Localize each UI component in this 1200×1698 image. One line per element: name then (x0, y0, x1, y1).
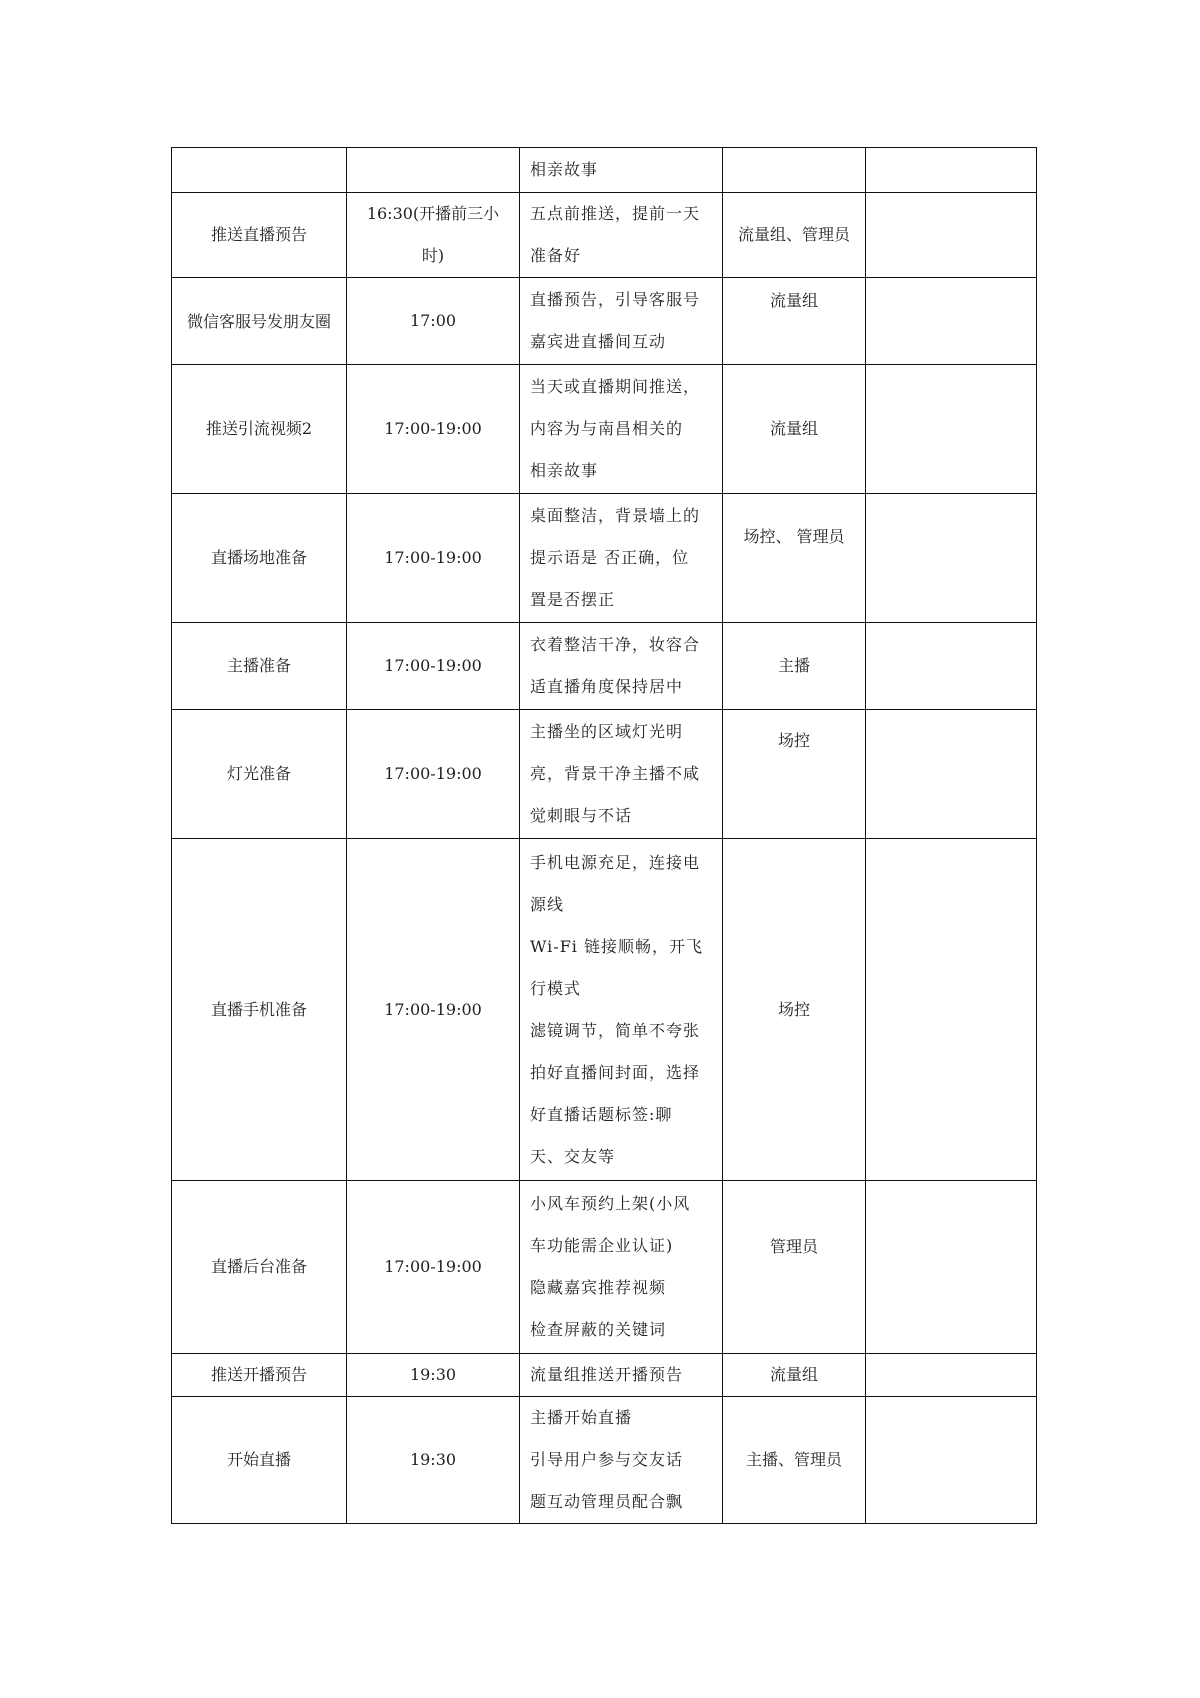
owner-cell: 流量组 (723, 365, 866, 494)
owner-cell: 场控、 管理员 (723, 494, 866, 623)
content-cell (520, 193, 723, 278)
content-cell (520, 1397, 723, 1524)
content-line: 准备好 (530, 246, 582, 265)
content-line: 手机电源充足，连接电 (530, 852, 701, 872)
content-cell (520, 278, 723, 365)
note-cell (866, 1354, 1037, 1397)
content-line: 流量组推送开播预告 (530, 1365, 684, 1384)
content-line: 好直播话题标签:聊 (530, 1104, 673, 1124)
time-cell: 19:30 (347, 1354, 520, 1397)
owner-cell: 流量组、管理员 (723, 193, 866, 278)
note-cell (866, 494, 1037, 623)
note-cell (866, 278, 1037, 365)
task-cell: 直播手机准备 (172, 839, 347, 1181)
owner-cell: 流量组 (723, 1354, 866, 1397)
task-cell: 推送开播预告 (172, 1354, 347, 1397)
time-cell: 19:30 (347, 1397, 520, 1524)
content-line: 桌面整洁，背景墙上的 (530, 506, 701, 525)
task-cell: 开始直播 (172, 1397, 347, 1524)
owner-cell: 流量组 (723, 278, 866, 365)
content-line: 天、交友等 (530, 1146, 616, 1166)
owner-cell: 管理员 (723, 1181, 866, 1354)
content-line: 嘉宾进直播间互动 (530, 332, 667, 351)
time-cell: 17:00 (347, 278, 520, 365)
content-line: 小风车预约上架(小风 (530, 1194, 691, 1213)
content-cell (520, 1354, 723, 1397)
time-cell: 17:00-19:00 (347, 839, 520, 1181)
note-cell (866, 365, 1037, 494)
content-line: 直播预告，引导客服号 (530, 290, 701, 309)
task-cell: 微信客服号发朋友圈 (172, 278, 347, 365)
task-cell: 灯光准备 (172, 710, 347, 839)
content-line: 适直播角度保持居中 (530, 677, 684, 696)
content-line: 置是否摆正 (530, 590, 616, 609)
content-cell (520, 623, 723, 710)
content-cell (520, 1181, 723, 1354)
owner-cell: 主播 (723, 623, 866, 710)
note-cell (866, 839, 1037, 1181)
table-row (172, 1181, 1037, 1354)
table-row (172, 278, 1037, 365)
content-cell (520, 494, 723, 623)
note-cell (866, 623, 1037, 710)
content-line: 五点前推送，提前一天 (530, 204, 701, 223)
content-line: 题互动管理员配合飘 (530, 1492, 684, 1511)
owner-cell: 主播、管理员 (723, 1397, 866, 1524)
content-line: 检查屏蔽的关键词 (530, 1320, 667, 1339)
content-line: 觉刺眼与不话 (530, 806, 633, 825)
content-line: 车功能需企业认证) (530, 1236, 674, 1255)
time-cell: 17:00-19:00 (347, 1181, 520, 1354)
time-cell: 17:00-19:00 (347, 710, 520, 839)
content-line: 拍好直播间封面，选择 (530, 1062, 701, 1082)
task-cell: 主播准备 (172, 623, 347, 710)
content-line: Wi-Fi 链接顺畅，开飞 (530, 936, 703, 956)
content-line: 引导用户参与交友话 (530, 1450, 684, 1469)
table-row (172, 839, 1037, 1181)
time-cell: 17:00-19:00 (347, 365, 520, 494)
table-row (172, 1354, 1037, 1397)
owner-cell (723, 148, 866, 193)
content-cell (520, 839, 723, 1181)
table-row (172, 710, 1037, 839)
note-cell (866, 193, 1037, 278)
table-row (172, 623, 1037, 710)
content-line: 主播坐的区域灯光明 (530, 722, 684, 741)
content-cell (520, 148, 723, 193)
content-line: 滤镜调节，简单不夸张 (530, 1020, 701, 1040)
task-cell: 直播场地准备 (172, 494, 347, 623)
content-line: 行模式 (530, 978, 582, 998)
note-cell (866, 148, 1037, 193)
content-line: 隐藏嘉宾推荐视频 (530, 1278, 667, 1297)
time-cell: 17:00-19:00 (347, 623, 520, 710)
content-line: 衣着整洁干净，妆容合 (530, 635, 701, 654)
owner-cell: 场控 (723, 710, 866, 839)
content-line: 相亲故事 (530, 160, 599, 179)
note-cell (866, 1397, 1037, 1524)
time-cell: 16:30(开播前三小时) (347, 193, 520, 278)
table-row (172, 148, 1037, 193)
table-row (172, 193, 1037, 278)
task-cell (172, 148, 347, 193)
content-line: 当天或直播期间推送， (530, 377, 701, 396)
table-row (172, 1397, 1037, 1524)
owner-cell: 场控 (723, 839, 866, 1181)
time-cell: 17:00-19:00 (347, 494, 520, 623)
schedule-table (171, 147, 1037, 1524)
task-cell: 推送直播预告 (172, 193, 347, 278)
table-row (172, 494, 1037, 623)
content-cell (520, 710, 723, 839)
note-cell (866, 1181, 1037, 1354)
content-line: 主播开始直播 (530, 1408, 633, 1427)
note-cell (866, 710, 1037, 839)
task-cell: 推送引流视频2 (172, 365, 347, 494)
content-line: 内容为与南昌相关的 (530, 419, 684, 438)
time-cell (347, 148, 520, 193)
table-row (172, 365, 1037, 494)
content-line: 亮，背景干净主播不咸 (530, 764, 701, 783)
content-line: 提示语是 否正确，位 (530, 548, 690, 567)
content-line: 源线 (530, 894, 565, 914)
content-cell (520, 365, 723, 494)
content-line: 相亲故事 (530, 461, 599, 480)
task-cell: 直播后台准备 (172, 1181, 347, 1354)
